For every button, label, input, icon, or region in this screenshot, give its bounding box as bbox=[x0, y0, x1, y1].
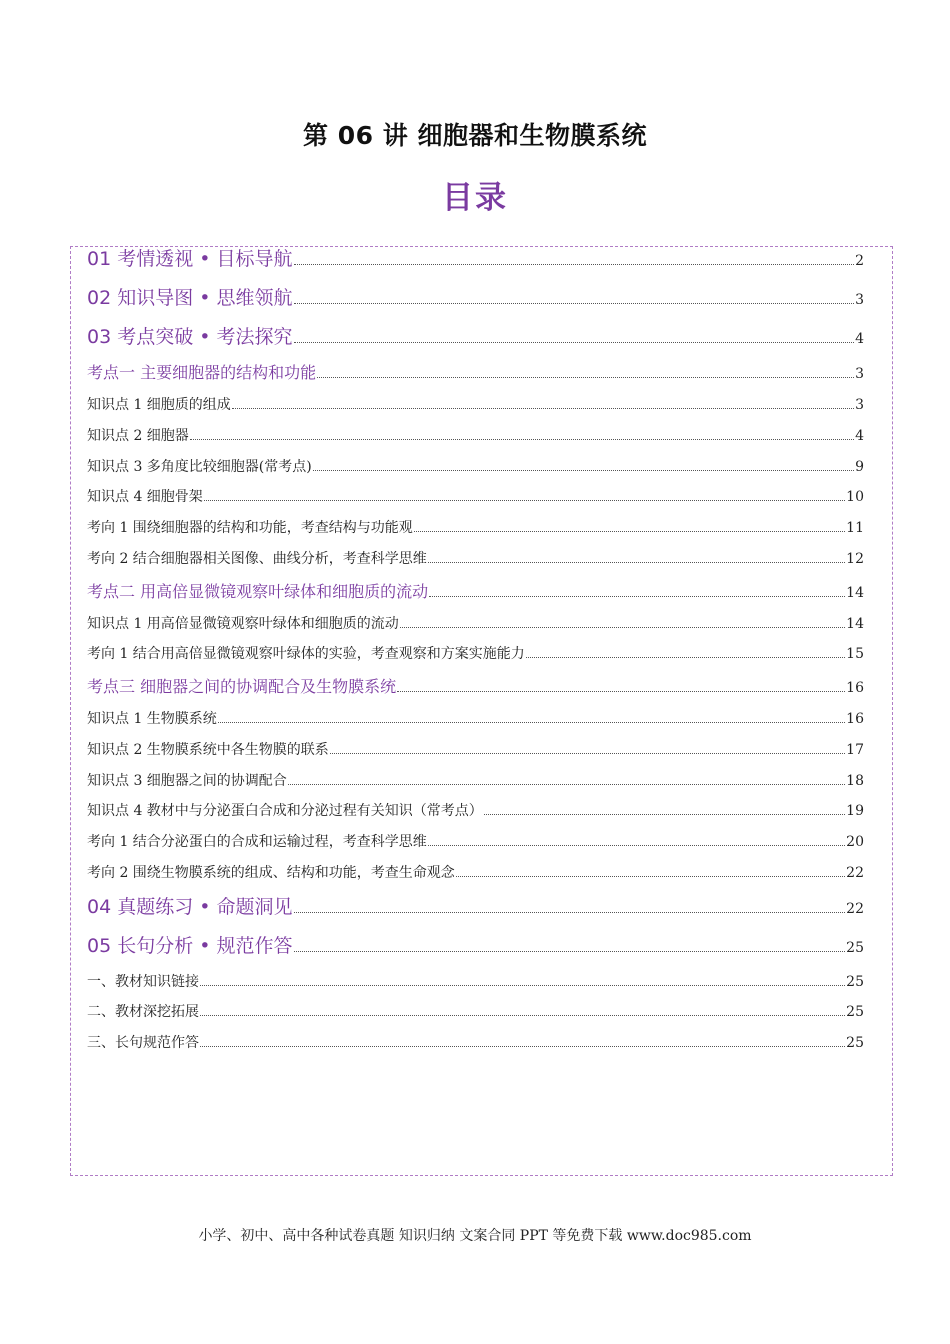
toc-entry-page: 3 bbox=[855, 292, 864, 308]
toc-entry-page: 14 bbox=[846, 616, 864, 632]
toc-entry[interactable] bbox=[87, 892, 864, 919]
toc-leader-dots bbox=[294, 303, 855, 304]
toc-entry-page: 17 bbox=[846, 742, 864, 758]
toc-entry-label: 知识点 3 细胞器之间的协调配合 bbox=[87, 773, 287, 789]
toc-entry[interactable] bbox=[87, 486, 864, 506]
toc-entry[interactable] bbox=[87, 708, 864, 728]
toc-entry[interactable] bbox=[87, 579, 864, 602]
footer-text: 小学、初中、高中各种试卷真题 知识归纳 文案合同 PPT 等免费下载 www.doc985.com bbox=[198, 1228, 752, 1244]
toc-leader-dots bbox=[204, 500, 845, 501]
toc-leader-dots bbox=[456, 876, 845, 877]
toc-entry[interactable] bbox=[87, 770, 864, 790]
toc-heading: 目录 bbox=[442, 180, 508, 216]
toc-leader-dots bbox=[428, 562, 845, 563]
toc-leader-dots bbox=[218, 722, 845, 723]
toc-entry-page: 3 bbox=[855, 397, 864, 413]
document-title: 第 06 讲 细胞器和生物膜系统 bbox=[303, 121, 647, 150]
toc-entry-label: 知识点 4 细胞骨架 bbox=[87, 489, 203, 505]
toc-leader-dots bbox=[428, 845, 845, 846]
toc-entry-label: 知识点 4 教材中与分泌蛋白合成和分泌过程有关知识（常考点） bbox=[87, 803, 483, 819]
toc-leader-dots bbox=[397, 691, 845, 692]
toc-entry[interactable] bbox=[87, 517, 864, 537]
toc-entry[interactable] bbox=[87, 283, 864, 310]
toc-entry-page: 14 bbox=[846, 585, 864, 601]
toc-entry-label: 考向 2 结合细胞器相关图像、曲线分析，考查科学思维 bbox=[87, 551, 427, 567]
toc-entry-label: 知识点 2 细胞器 bbox=[87, 428, 189, 444]
toc-entry-label: 考向 1 结合分泌蛋白的合成和运输过程，考查科学思维 bbox=[87, 834, 427, 850]
toc-leader-dots bbox=[232, 408, 854, 409]
toc-entry-label: 三、长句规范作答 bbox=[87, 1035, 199, 1051]
toc-entry[interactable] bbox=[87, 360, 864, 383]
toc-entry[interactable] bbox=[87, 674, 864, 697]
toc-entry-page: 10 bbox=[846, 489, 864, 505]
toc-entry-label: 二、教材深挖拓展 bbox=[87, 1004, 199, 1020]
toc-entry-label: 知识点 2 生物膜系统中各生物膜的联系 bbox=[87, 742, 329, 758]
toc-entry-label: 知识点 3 多角度比较细胞器(常考点) bbox=[87, 459, 312, 475]
toc-leader-dots bbox=[288, 784, 845, 785]
toc-entry[interactable] bbox=[87, 244, 864, 271]
toc-leader-dots bbox=[317, 377, 854, 378]
toc-leader-dots bbox=[294, 264, 855, 265]
toc-entry-label: 考向 1 结合用高倍显微镜观察叶绿体的实验，考查观察和方案实施能力 bbox=[87, 646, 525, 662]
toc-entry[interactable] bbox=[87, 322, 864, 349]
toc-leader-dots bbox=[429, 596, 845, 597]
toc-entry-page: 25 bbox=[846, 940, 864, 956]
toc-leader-dots bbox=[294, 342, 855, 343]
toc-entry-label: 04 真题练习 • 命题洞见 bbox=[87, 896, 293, 918]
toc-leader-dots bbox=[294, 951, 846, 952]
toc-leader-dots bbox=[484, 814, 845, 815]
toc-entry-page: 4 bbox=[855, 331, 864, 347]
toc-entry[interactable] bbox=[87, 394, 864, 414]
toc-entry-label: 考点一 主要细胞器的结构和功能 bbox=[87, 363, 317, 382]
toc-leader-dots bbox=[414, 531, 845, 532]
toc-entry-page: 16 bbox=[846, 680, 864, 696]
toc-entry-label: 考向 2 围绕生物膜系统的组成、结构和功能，考查生命观念 bbox=[87, 865, 455, 881]
toc-entry[interactable] bbox=[87, 548, 864, 568]
toc-entry[interactable] bbox=[87, 613, 864, 633]
toc-entry-label: 知识点 1 生物膜系统 bbox=[87, 711, 217, 727]
toc-leader-dots bbox=[400, 627, 845, 628]
toc-entry-page: 12 bbox=[846, 551, 864, 567]
toc-entry[interactable] bbox=[87, 425, 864, 445]
toc-entry-label: 知识点 1 用高倍显微镜观察叶绿体和细胞质的流动 bbox=[87, 616, 399, 632]
toc-entry-page: 18 bbox=[846, 773, 864, 789]
toc-entry-label: 一、教材知识链接 bbox=[87, 974, 199, 990]
toc-entry-page: 4 bbox=[855, 428, 864, 444]
toc-leader-dots bbox=[313, 470, 854, 471]
toc-entry[interactable] bbox=[87, 1032, 864, 1052]
toc-entry-label: 考点二 用高倍显微镜观察叶绿体和细胞质的流动 bbox=[87, 582, 429, 601]
toc-entry-page: 25 bbox=[846, 1004, 864, 1020]
toc-entry-page: 3 bbox=[855, 366, 864, 382]
toc-entry-page: 15 bbox=[846, 646, 864, 662]
toc-entry[interactable] bbox=[87, 931, 864, 958]
toc-entry[interactable] bbox=[87, 971, 864, 991]
toc-entry[interactable] bbox=[87, 862, 864, 882]
toc-leader-dots bbox=[200, 1015, 845, 1016]
toc-entry-label: 知识点 1 细胞质的组成 bbox=[87, 397, 231, 413]
toc-leader-dots bbox=[200, 1046, 845, 1047]
toc-entry-label: 考点三 细胞器之间的协调配合及生物膜系统 bbox=[87, 677, 397, 696]
toc-entry[interactable] bbox=[87, 739, 864, 759]
toc-entry[interactable] bbox=[87, 1001, 864, 1021]
toc-entry-page: 25 bbox=[846, 1035, 864, 1051]
toc-entry-label: 01 考情透视 • 目标导航 bbox=[87, 248, 293, 270]
toc-entry[interactable] bbox=[87, 456, 864, 476]
toc-entry-label: 03 考点突破 • 考法探究 bbox=[87, 326, 293, 348]
toc-entry-page: 16 bbox=[846, 711, 864, 727]
toc-entry-page: 22 bbox=[846, 901, 864, 917]
toc-entry-page: 2 bbox=[855, 253, 864, 269]
toc-entry[interactable] bbox=[87, 831, 864, 851]
toc-entry-page: 25 bbox=[846, 974, 864, 990]
toc-leader-dots bbox=[200, 985, 845, 986]
toc-leader-dots bbox=[294, 912, 846, 913]
toc-entry[interactable] bbox=[87, 643, 864, 663]
toc-entry[interactable] bbox=[87, 800, 864, 820]
toc-entry-page: 22 bbox=[846, 865, 864, 881]
toc-entry-label: 考向 1 围绕细胞器的结构和功能，考查结构与功能观 bbox=[87, 520, 413, 536]
toc-leader-dots bbox=[526, 657, 845, 658]
toc-entry-page: 9 bbox=[855, 459, 864, 475]
toc-leader-dots bbox=[330, 753, 845, 754]
toc-entry-page: 19 bbox=[846, 803, 864, 819]
toc-entry-label: 05 长句分析 • 规范作答 bbox=[87, 935, 293, 957]
toc-entry-label: 02 知识导图 • 思维领航 bbox=[87, 287, 293, 309]
toc-leader-dots bbox=[190, 439, 854, 440]
toc-entry-page: 11 bbox=[846, 520, 864, 536]
toc-entry-page: 20 bbox=[846, 834, 864, 850]
